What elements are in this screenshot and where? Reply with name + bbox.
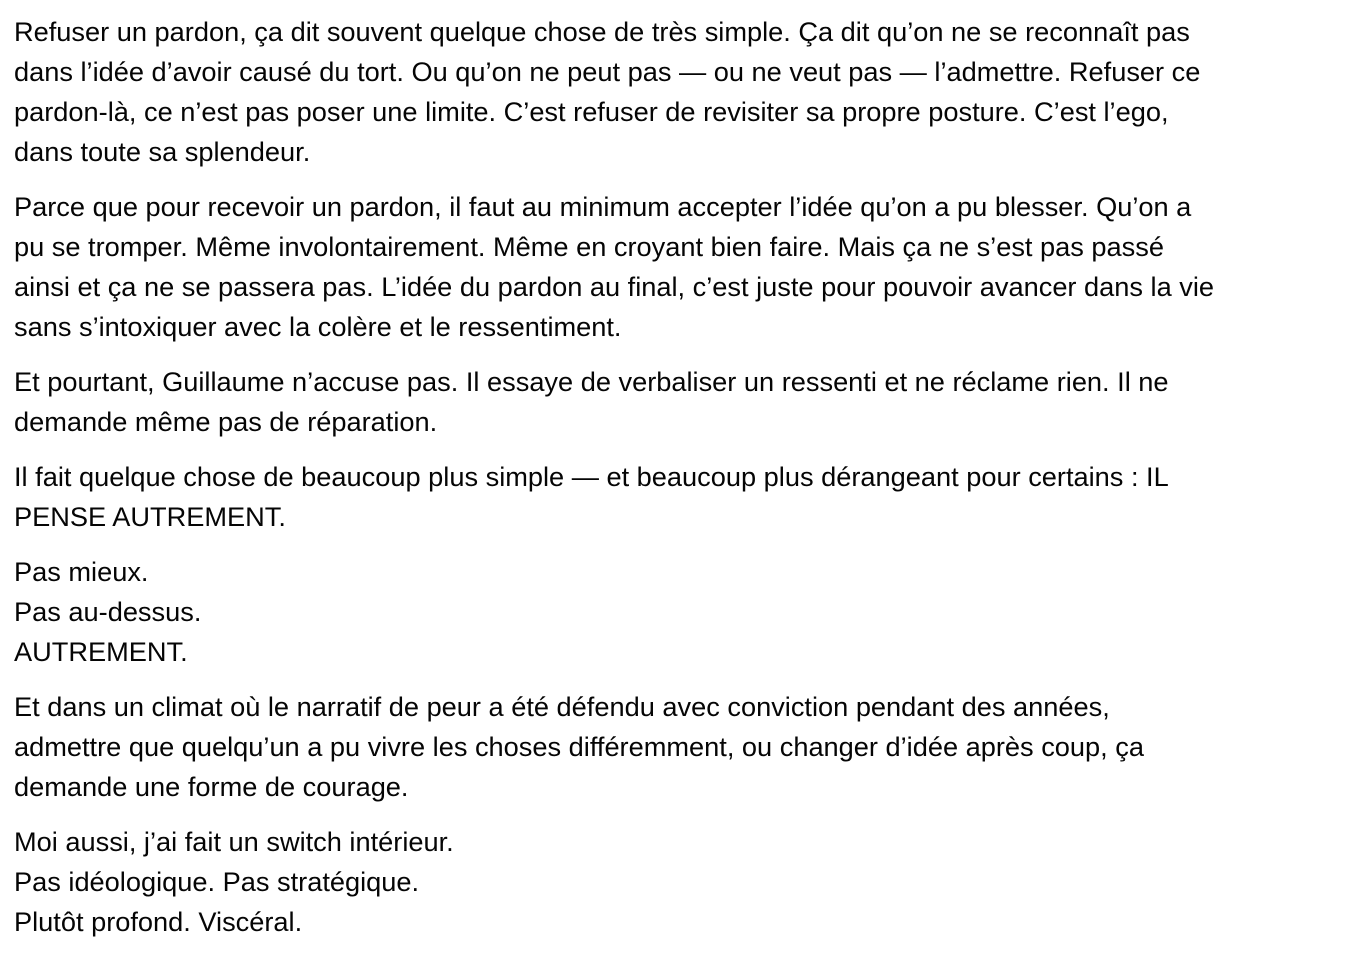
text-line: sans s’intoxiquer avec la colère et le ressentiment. (14, 311, 622, 342)
text-line: dans toute sa splendeur. (14, 136, 311, 167)
post-body-text (14, 12, 1364, 957)
text-line: dans l’idée d’avoir causé du tort. Ou qu’on ne peut pas — ou ne veut pas — l’admettre. Refuser ce (14, 56, 1201, 87)
text-line: Il fait quelque chose de beaucoup plus simple — et beaucoup plus dérangeant pour certains : IL (14, 461, 1169, 492)
text-line: Pas au-dessus. (14, 596, 202, 627)
text-line: Pas mieux. (14, 556, 149, 587)
text-line: Pas idéologique. Pas stratégique. (14, 866, 420, 897)
text-line: Moi aussi, j’ai fait un switch intérieur. (14, 826, 454, 857)
post-paragraph-2 (14, 187, 1364, 347)
post-paragraph-1 (14, 12, 1364, 172)
text-line: Et dans un climat où le narratif de peur a été défendu avec conviction pendant des années, (14, 691, 1110, 722)
text-line: Et pourtant, Guillaume n’accuse pas. Il essaye de verbaliser un ressenti et ne réclame rien. Il ne (14, 366, 1169, 397)
text-line: PENSE AUTREMENT. (14, 501, 286, 532)
post-paragraph-6 (14, 687, 1364, 807)
text-line: AUTREMENT. (14, 636, 188, 667)
text-line: pu se tromper. Même involontairement. Même en croyant bien faire. Mais ça ne s’est pas passé (14, 231, 1164, 262)
text-line: admettre que quelqu’un a pu vivre les choses différemment, ou changer d’idée après coup, ça (14, 731, 1144, 762)
post-paragraph-3 (14, 362, 1364, 442)
post-paragraph-4 (14, 457, 1364, 537)
post-paragraph-7 (14, 822, 1364, 942)
text-line: demande une forme de courage. (14, 771, 409, 802)
text-line: ainsi et ça ne se passera pas. L’idée du pardon au final, c’est juste pour pouvoir avancer dans la vie (14, 271, 1215, 302)
text-line: Refuser un pardon, ça dit souvent quelque chose de très simple. Ça dit qu’on ne se reconnaît pas (14, 16, 1190, 47)
text-line: Plutôt profond. Viscéral. (14, 906, 303, 937)
text-line: pardon-là, ce n’est pas poser une limite. C’est refuser de revisiter sa propre posture. C’est l’ego, (14, 96, 1169, 127)
text-line: demande même pas de réparation. (14, 406, 438, 437)
text-line: Parce que pour recevoir un pardon, il faut au minimum accepter l’idée qu’on a pu blesser. Qu’on a (14, 191, 1192, 222)
post-paragraph-5 (14, 552, 1364, 672)
